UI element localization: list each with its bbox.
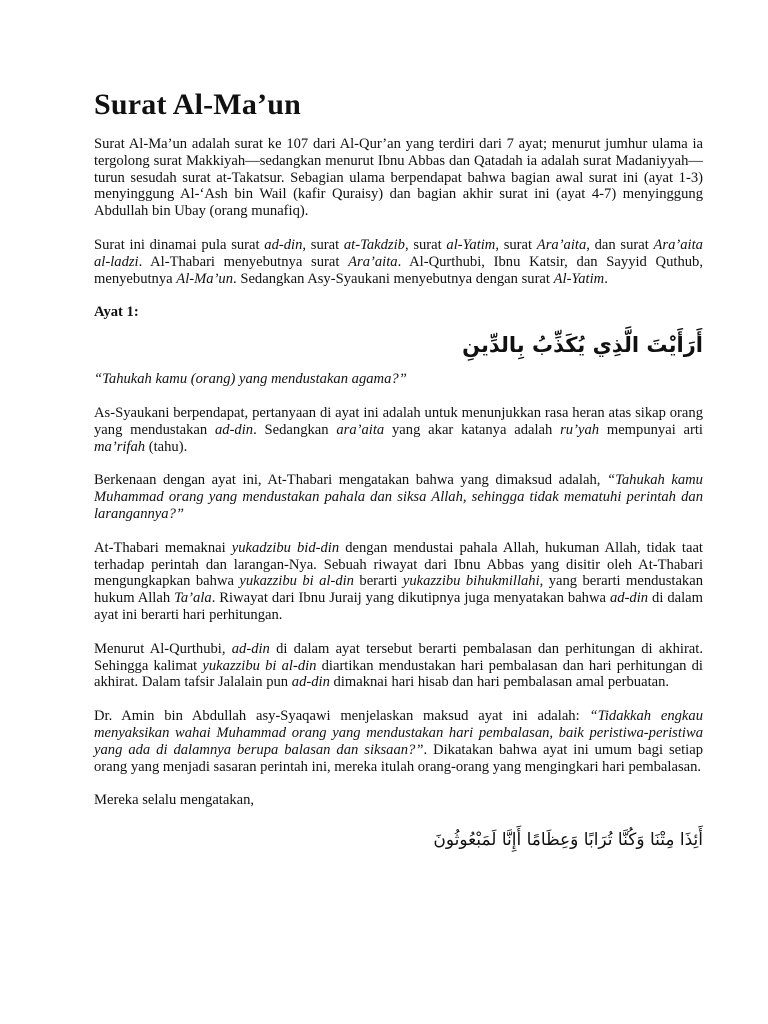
thabari-paragraph: Berkenaan dengan ayat ini, At-Thabari mengatakan bahwa yang dimaksud adalah, “Tahukah kamu Muhammad orang yang mendustakan pahala dan siksa Allah, sehingga tidak mematuhi perintah dan larangannya?” xyxy=(94,472,703,522)
quote-arabic: أَئِذَا مِتْنَا وَكُنَّا تُرَابًا وَعِظَامًا أَإِنَّا لَمَبْعُوثُونَ xyxy=(433,830,703,851)
ayat-1-translation: “Tahukah kamu (orang) yang mendustakan agama?” xyxy=(94,371,407,388)
qurthubi-paragraph: Menurut Al-Qurthubi, ad-din di dalam ayat tersebut berarti pembalasan dan perhitungan di akhirat. Sehingga kalimat yukazzibu bi al-din diartikan mendustakan hari pembalasan dan hari perhitungan di akhirat. Dalam tafsir Jalalain pun ad-din dimaknai hari hisab dan hari pembalasan amal perbuatan. xyxy=(94,640,703,691)
syaukani-paragraph: As-Syaukani berpendapat, pertanyaan di ayat ini adalah untuk menunjukkan rasa heran atas sikap orang yang mendustakan ad-din. Sedangkan ara’aita yang akar katanya adalah ru’yah mempunyai arti ma’rifah (tahu). xyxy=(94,404,703,455)
ayat-1-arabic: أَرَأَيْتَ الَّذِي يُكَذِّبُ بِالدِّينِ xyxy=(462,333,703,358)
document-body xyxy=(94,86,703,866)
syaqawi-paragraph: Dr. Amin bin Abdullah asy-Syaqawi menjelaskan maksud ayat ini adalah: “Tidakkah engkau menyaksikan wahai Muhammad orang yang mendustakan hari pembalasan, baik peristiwa-peristiwa yang ada di dalamnya berupa balasan dan siksaan?”. Dikatakan bahwa ayat ini umum bagi setiap orang yang menjadi sasaran perintah ini, mereka itulah orang-orang yang mengingkari hari pembalasan. xyxy=(94,708,704,775)
ayat-1-heading: Ayat 1: xyxy=(94,304,139,321)
intro-paragraph: Surat Al-Ma’un adalah surat ke 107 dari Al-Qur’an yang terdiri dari 7 ayat; menurut jumhur ulama ia tergolong surat Makkiyah—sedangkan menurut Ibnu Abbas dan Qatadah ia adalah surat Madaniyyah—turun sesudah surat at-Takatsur. Sebagian ulama berpendapat bahwa bagian awal surat ini (ayat 1-3) menyinggung Al-‘Ash bin Wail (kafir Quraisy) dan bagian akhir surat ini (ayat 4-7) menyinggung Abdullah bin Ubay (orang munafiq). xyxy=(94,136,703,220)
document-title: Surat Al-Ma’un xyxy=(94,88,301,121)
thabari-meaning-paragraph: At-Thabari memaknai yukadzibu bid-din dengan mendustai pahala Allah, hukuman Allah, tidak taat terhadap perintah dan larangan-Nya. Sebuah riwayat dari Ibnu Abbas yang disitir oleh At-Thabari mengungkapkan bahwa yukazzibu bi al-din berarti yukazzibu bihukmillahi, yang berarti mendustakan hukum Allah Ta’ala. Riwayat dari Ibnu Juraij yang dikutipnya juga menyatakan bahwa ad-din di dalam ayat ini berarti hari perhitungan. xyxy=(94,539,704,623)
names-paragraph: Surat ini dinamai pula surat ad-din, surat at-Takdzib, surat al-Yatim, surat Ara’aita, dan surat Ara’aita al-ladzi. Al-Thabari menyebutnya surat Ara’aita. Al-Qurthubi, Ibnu Katsir, dan Sayyid Quthub, menyebutnya Al-Ma’un. Sedangkan Asy-Syaukani menyebutnya dengan surat Al-Yatim. xyxy=(94,236,703,287)
mereka-paragraph: Mereka selalu mengatakan, xyxy=(94,792,255,809)
